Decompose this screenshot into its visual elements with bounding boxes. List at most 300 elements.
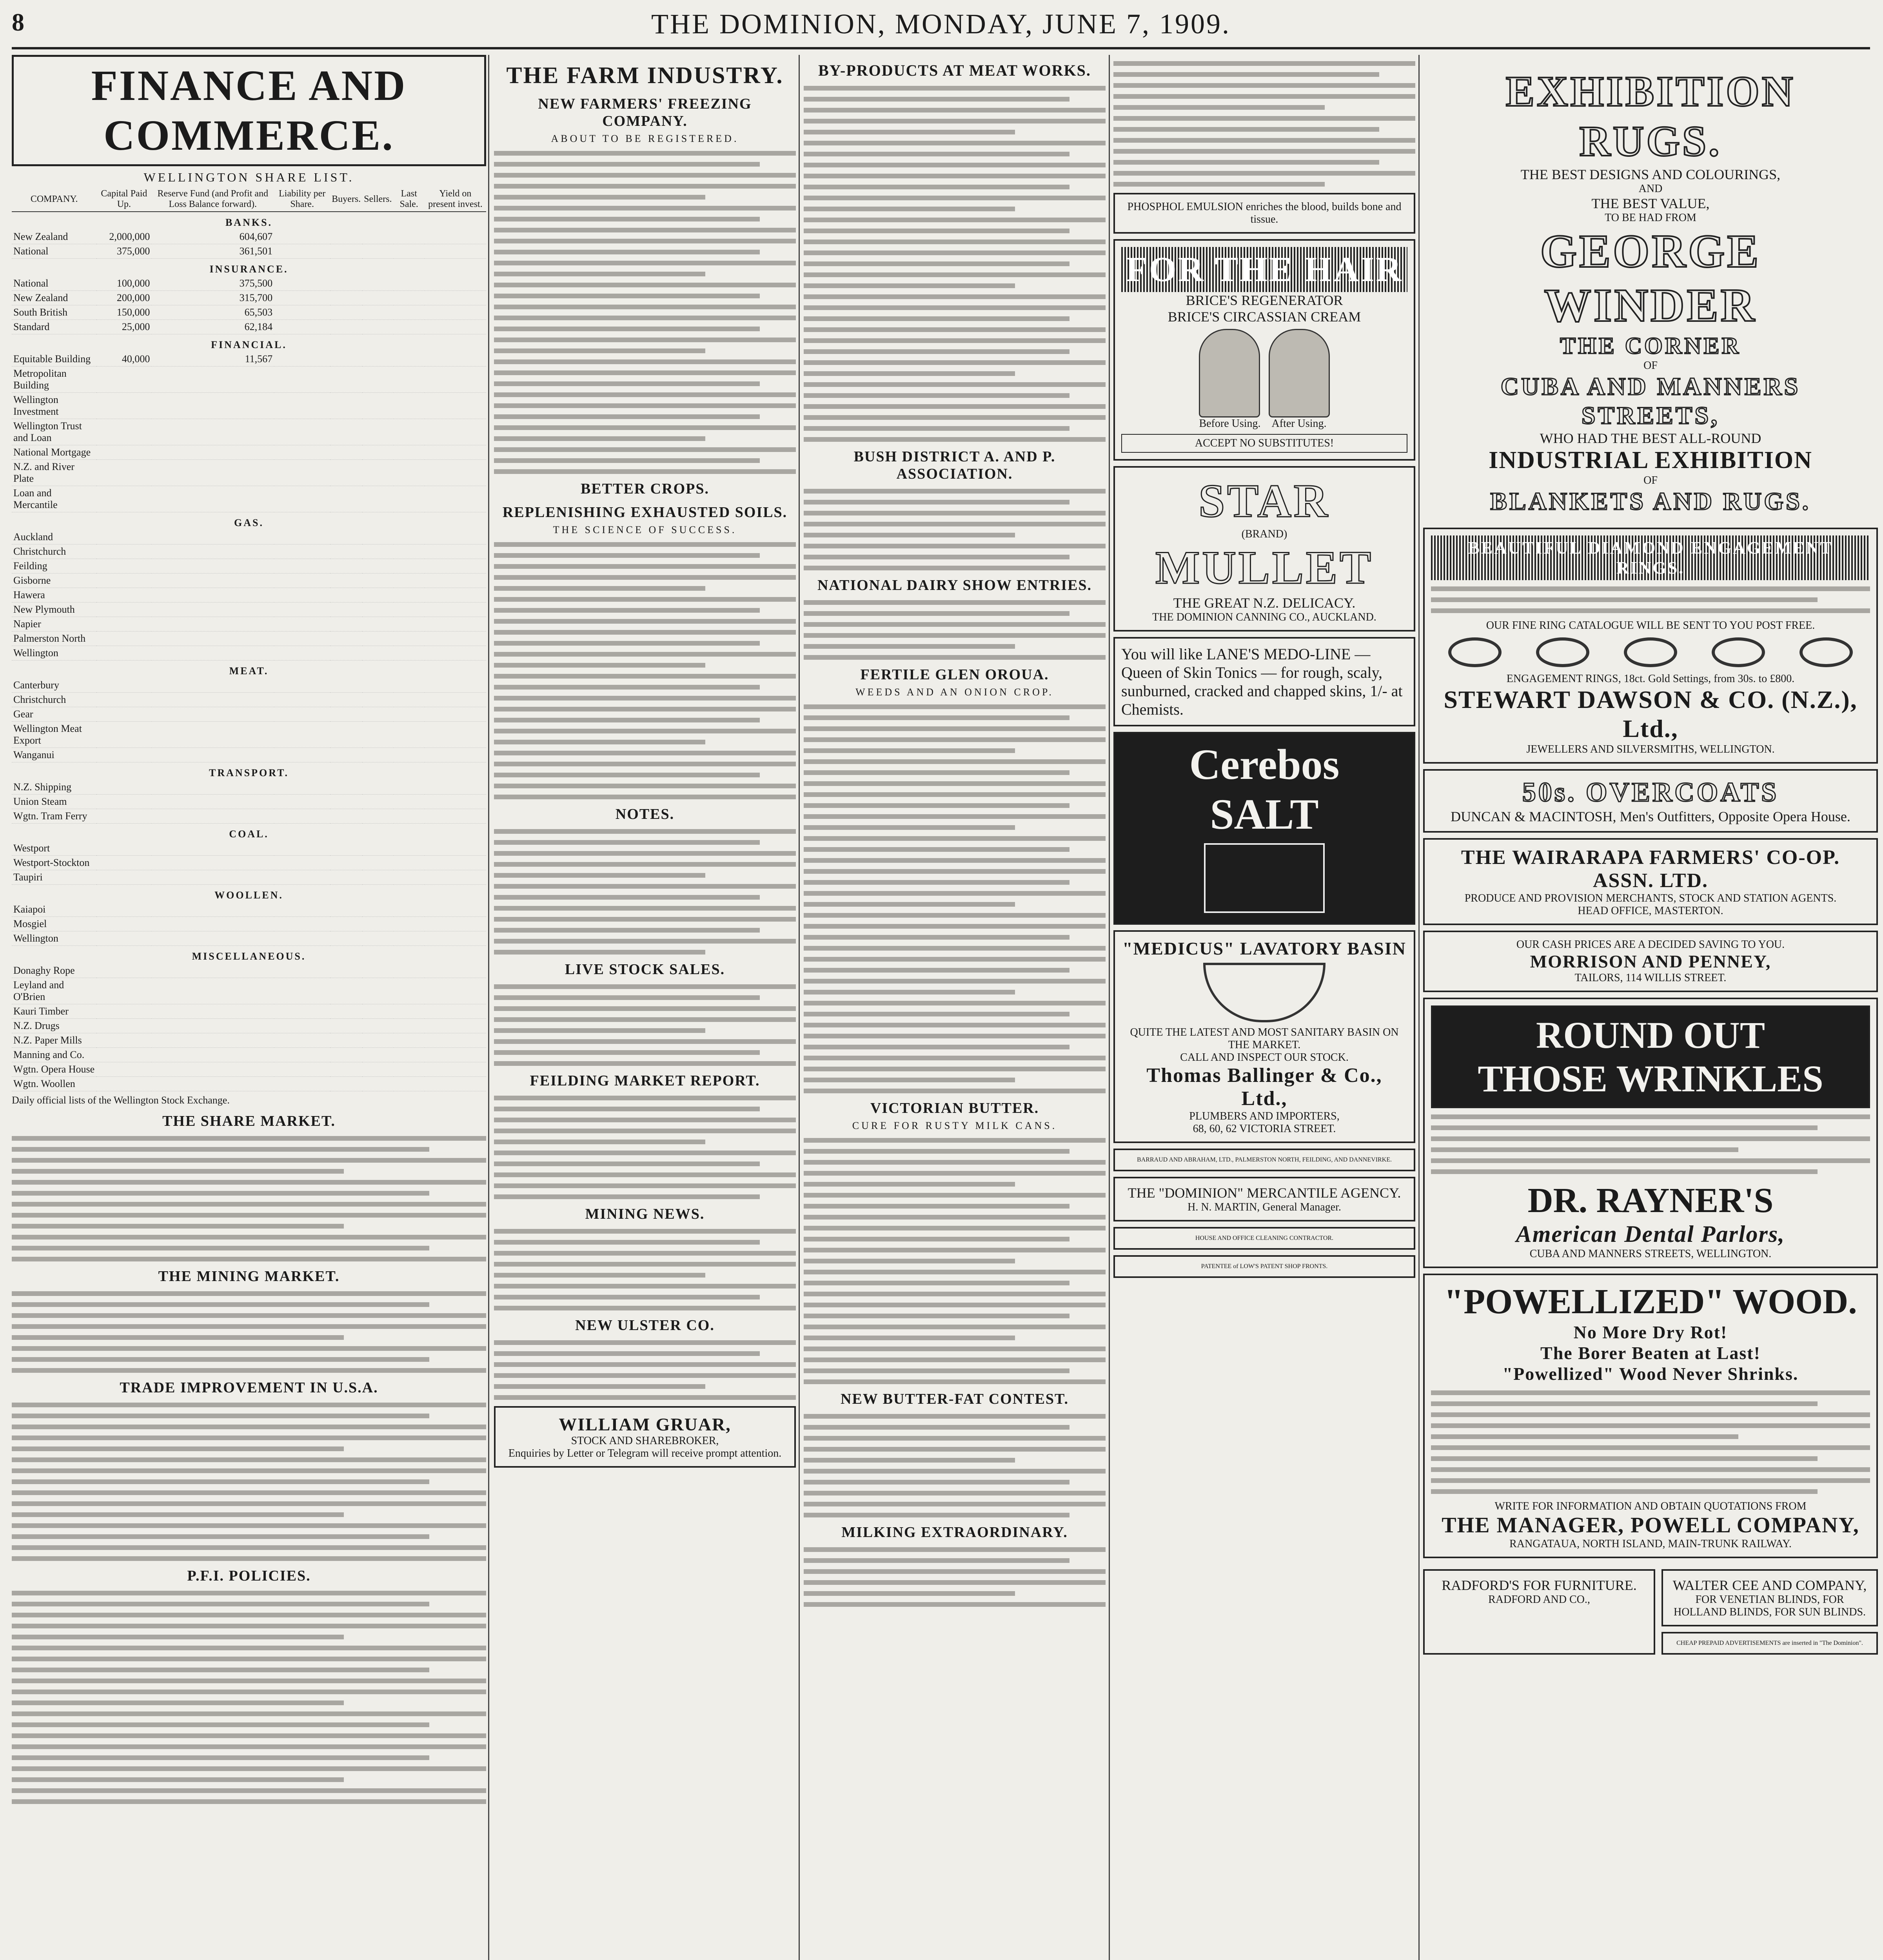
share-category-label: BANKS. xyxy=(225,217,273,228)
share-row xyxy=(12,320,486,334)
share-value xyxy=(96,917,151,931)
share-cell xyxy=(330,964,362,978)
share-cell xyxy=(394,931,425,946)
share-cell xyxy=(330,544,362,559)
share-cell xyxy=(330,917,362,931)
share-row xyxy=(12,486,486,512)
share-cell xyxy=(330,1077,362,1091)
column-divider xyxy=(1109,55,1110,1960)
basin-title: "MEDICUS" LAVATORY BASIN xyxy=(1122,938,1406,958)
share-value xyxy=(151,841,274,856)
rings-body xyxy=(1431,586,1870,613)
share-cell xyxy=(425,320,486,334)
company-name: Canterbury xyxy=(12,678,96,693)
phosphol-notice: PHOSPHOL EMULSION enriches the blood, builds bone and tissue. xyxy=(1113,193,1415,234)
article-body xyxy=(1113,61,1415,187)
share-value xyxy=(151,931,274,946)
share-cell xyxy=(362,841,393,856)
article-body xyxy=(494,542,796,799)
company-name: Napier xyxy=(12,617,96,632)
milk-cans-subhead: CURE FOR RUSTY MILK CANS. xyxy=(852,1120,1057,1131)
article-body xyxy=(12,1403,486,1561)
share-cell xyxy=(330,978,362,1004)
column-divider xyxy=(1418,55,1420,1960)
share-cell xyxy=(274,870,330,885)
company-name: Wellington xyxy=(12,931,96,946)
prepaid-notice: CHEAP PREPAID ADVERTISEMENTS are inserted in "The Dominion". xyxy=(1661,1632,1878,1655)
finance-heading: FINANCE AND COMMERCE. xyxy=(12,55,486,166)
share-category-label: MISCELLANEOUS. xyxy=(192,951,306,962)
share-cell xyxy=(425,1004,486,1019)
share-value xyxy=(96,748,151,762)
share-row xyxy=(12,870,486,885)
share-value xyxy=(96,795,151,809)
ads-column-b xyxy=(1423,55,1878,1960)
share-value xyxy=(96,646,151,661)
share-cell xyxy=(330,320,362,334)
share-value xyxy=(96,460,151,486)
share-category-row xyxy=(12,661,486,679)
powell-address: RANGATAUA, NORTH ISLAND, MAIN-TRUNK RAILWAY. xyxy=(1509,1538,1792,1550)
share-cell xyxy=(362,305,393,320)
share-cell xyxy=(394,305,425,320)
registered-subhead: ABOUT TO BE REGISTERED. xyxy=(551,133,739,144)
share-market-heading: THE SHARE MARKET. xyxy=(162,1113,336,1129)
share-value xyxy=(96,1004,151,1019)
rugs-from: TO BE HAD FROM xyxy=(1605,212,1696,224)
after-figure xyxy=(1269,329,1330,430)
company-name: Metropolitan Building xyxy=(12,367,96,393)
rings-engagement: ENGAGEMENT RINGS, 18ct. Gold Settings, from 30s. to £800. xyxy=(1506,673,1795,685)
medicus-advert xyxy=(1113,930,1415,1143)
share-cell xyxy=(394,693,425,707)
share-cell xyxy=(394,917,425,931)
share-value xyxy=(96,367,151,393)
share-cell xyxy=(425,964,486,978)
share-cell xyxy=(362,1033,393,1048)
share-cell xyxy=(274,530,330,544)
radford-advert xyxy=(1423,1569,1655,1655)
share-cell xyxy=(425,646,486,661)
share-cell xyxy=(394,780,425,795)
rayner-name: DR. RAYNER'S xyxy=(1527,1181,1774,1220)
share-cell xyxy=(362,544,393,559)
share-cell xyxy=(394,486,425,512)
company-name: N.Z. Shipping xyxy=(12,780,96,795)
share-cell xyxy=(330,931,362,946)
share-row xyxy=(12,678,486,693)
share-value xyxy=(151,486,274,512)
company-name: New Zealand xyxy=(12,230,96,244)
share-cell xyxy=(330,795,362,809)
freezing-heading: NEW FARMERS' FREEZING COMPANY. xyxy=(538,96,752,129)
mercantile-manager: H. N. MARTIN, General Manager. xyxy=(1188,1201,1341,1213)
share-cell xyxy=(274,1062,330,1077)
share-value xyxy=(151,460,274,486)
share-value xyxy=(151,978,274,1004)
share-value xyxy=(96,809,151,824)
ballinger-trade: PLUMBERS AND IMPORTERS, xyxy=(1189,1110,1340,1122)
star-brand: STAR xyxy=(1198,475,1330,527)
before-figure xyxy=(1199,329,1260,430)
wrinkles-banner xyxy=(1431,1005,1870,1108)
share-value xyxy=(151,544,274,559)
article-body xyxy=(804,704,1106,1093)
share-cell xyxy=(330,244,362,259)
low-advert: PATENTEE of LOW'S PATENT SHOP FRONTS. xyxy=(1113,1255,1415,1278)
share-cell xyxy=(425,632,486,646)
share-cell xyxy=(425,393,486,419)
share-cell xyxy=(425,617,486,632)
rugs-exhibition: INDUSTRIAL EXHIBITION xyxy=(1489,447,1812,474)
company-name: Kaiapoi xyxy=(12,902,96,917)
salt-shaker-illustration xyxy=(1204,843,1325,913)
cream-name: BRICE'S CIRCASSIAN CREAM xyxy=(1168,309,1361,325)
share-cell xyxy=(362,931,393,946)
share-category-label: COAL. xyxy=(229,828,269,840)
share-cell xyxy=(274,917,330,931)
share-cell xyxy=(274,320,330,334)
share-cell xyxy=(425,931,486,946)
share-value xyxy=(96,1077,151,1091)
share-row xyxy=(12,291,486,305)
share-row xyxy=(12,707,486,722)
share-cell xyxy=(425,352,486,367)
share-cell xyxy=(425,693,486,707)
replenishing-heading: REPLENISHING EXHAUSTED SOILS. xyxy=(502,504,788,521)
walter-sub: FOR VENETIAN BLINDS, FOR HOLLAND BLINDS, FOR SUN BLINDS. xyxy=(1673,1593,1866,1618)
share-cell xyxy=(330,305,362,320)
oroua-heading: FERTILE GLEN OROUA. xyxy=(860,666,1049,683)
finance-column xyxy=(12,55,486,1960)
share-row xyxy=(12,795,486,809)
share-cell xyxy=(362,320,393,334)
right-ads xyxy=(1661,1564,1878,1660)
share-cell xyxy=(394,632,425,646)
company-name: Donaghy Rope xyxy=(12,964,96,978)
rugs-streets: CUBA AND MANNERS STREETS, xyxy=(1500,372,1801,429)
share-row xyxy=(12,1004,486,1019)
share-cell xyxy=(425,978,486,1004)
corner-label: THE CORNER xyxy=(1560,333,1741,359)
share-value xyxy=(151,419,274,445)
share-value xyxy=(96,559,151,573)
company-name: Taupiri xyxy=(12,870,96,885)
powellized-advert xyxy=(1423,1274,1878,1558)
before-after-illustration xyxy=(1121,329,1407,430)
share-cell xyxy=(330,678,362,693)
share-cell xyxy=(274,445,330,460)
share-cell xyxy=(330,856,362,870)
live-stock-heading: LIVE STOCK SALES. xyxy=(565,961,725,978)
share-value xyxy=(151,1033,274,1048)
share-cell xyxy=(362,559,393,573)
powellized-line1: No More Dry Rot! xyxy=(1573,1322,1728,1342)
share-category-row xyxy=(12,946,486,964)
share-row xyxy=(12,393,486,419)
company-name: National xyxy=(12,244,96,259)
share-cell xyxy=(425,544,486,559)
company-name: National xyxy=(12,276,96,291)
share-cell xyxy=(394,291,425,305)
mercantile-title: THE "DOMINION" MERCANTILE AGENCY. xyxy=(1128,1185,1401,1201)
share-cell xyxy=(425,419,486,445)
share-cell xyxy=(394,964,425,978)
share-cell xyxy=(330,445,362,460)
share-value: 375,500 xyxy=(151,276,274,291)
share-cell xyxy=(394,678,425,693)
share-column-header: Buyers. xyxy=(330,187,362,212)
company-name: Equitable Building xyxy=(12,352,96,367)
share-value xyxy=(151,902,274,917)
share-column-header: Last Sale. xyxy=(394,187,425,212)
share-cell xyxy=(274,780,330,795)
share-value: 100,000 xyxy=(96,276,151,291)
share-value xyxy=(96,603,151,617)
article-body xyxy=(804,1138,1106,1384)
share-value xyxy=(96,1062,151,1077)
share-value xyxy=(96,445,151,460)
pfi-heading: P.F.I. POLICIES. xyxy=(187,1568,311,1584)
share-value xyxy=(151,530,274,544)
company-name: Feilding xyxy=(12,559,96,573)
dental-body xyxy=(1431,1114,1870,1174)
company-name: Gear xyxy=(12,707,96,722)
masthead xyxy=(12,4,1870,49)
share-cell xyxy=(330,632,362,646)
share-value: 11,567 xyxy=(151,352,274,367)
basin-cta: CALL AND INSPECT OUR STOCK. xyxy=(1180,1051,1349,1063)
share-category-row xyxy=(12,824,486,842)
share-cell xyxy=(274,795,330,809)
company-name: Westport xyxy=(12,841,96,856)
share-cell xyxy=(425,291,486,305)
share-cell xyxy=(362,1062,393,1077)
share-cell xyxy=(274,856,330,870)
share-value xyxy=(151,964,274,978)
share-cell xyxy=(330,276,362,291)
share-cell xyxy=(362,722,393,748)
share-category-label: INSURANCE. xyxy=(209,263,289,275)
share-cell xyxy=(330,1062,362,1077)
share-value: 65,503 xyxy=(151,305,274,320)
share-cell xyxy=(394,445,425,460)
basin-illustration xyxy=(1203,963,1326,1022)
share-value xyxy=(96,419,151,445)
morrison-line: OUR CASH PRICES ARE A DECIDED SAVING TO YOU. xyxy=(1516,938,1785,951)
share-cell xyxy=(362,573,393,588)
share-row xyxy=(12,632,486,646)
share-value xyxy=(151,617,274,632)
philp-advert: HOUSE AND OFFICE CLEANING CONTRACTOR. xyxy=(1113,1227,1415,1250)
share-value xyxy=(96,573,151,588)
company-name: New Zealand xyxy=(12,291,96,305)
share-cell xyxy=(394,1048,425,1062)
company-name: Kauri Timber xyxy=(12,1004,96,1019)
share-cell xyxy=(362,419,393,445)
share-column-header: COMPANY. xyxy=(12,187,96,212)
share-cell xyxy=(425,588,486,603)
share-cell xyxy=(330,748,362,762)
rugs-items: BLANKETS AND RUGS. xyxy=(1490,487,1811,515)
rings-catalogue: OUR FINE RING CATALOGUE WILL BE SENT TO YOU POST FREE. xyxy=(1486,619,1815,632)
share-table-body xyxy=(12,212,486,1091)
farm-column xyxy=(494,55,796,1960)
share-category-label: WOOLLEN. xyxy=(214,889,283,901)
share-value xyxy=(151,722,274,748)
share-value xyxy=(96,588,151,603)
company-name: Leyland and O'Brien xyxy=(12,978,96,1004)
share-value: 62,184 xyxy=(151,320,274,334)
share-cell xyxy=(330,617,362,632)
share-value xyxy=(151,1019,274,1033)
share-value xyxy=(151,870,274,885)
article-body xyxy=(494,1340,796,1400)
share-cell xyxy=(330,722,362,748)
rugs-who: WHO HAD THE BEST ALL-ROUND xyxy=(1540,430,1761,446)
company-name: Wgtn. Tram Ferry xyxy=(12,809,96,824)
trade-heading: TRADE IMPROVEMENT IN U.S.A. xyxy=(120,1379,378,1396)
share-row xyxy=(12,1033,486,1048)
share-value xyxy=(96,870,151,885)
share-value xyxy=(96,978,151,1004)
share-cell xyxy=(274,291,330,305)
share-value xyxy=(96,1048,151,1062)
share-cell xyxy=(425,1033,486,1048)
share-value: 604,607 xyxy=(151,230,274,244)
share-cell xyxy=(394,460,425,486)
gruar-name: WILLIAM GRUAR, xyxy=(559,1414,731,1434)
share-cell xyxy=(330,588,362,603)
share-cell xyxy=(394,367,425,393)
share-cell xyxy=(394,559,425,573)
share-cell xyxy=(425,856,486,870)
table-footnote: Daily official lists of the Wellington Stock Exchange. xyxy=(12,1094,230,1106)
share-row xyxy=(12,530,486,544)
share-value: 200,000 xyxy=(96,291,151,305)
rugs-and: AND xyxy=(1638,183,1663,195)
winder-rugs-advert xyxy=(1423,60,1878,522)
share-cell xyxy=(330,460,362,486)
share-cell xyxy=(274,305,330,320)
company-name: Wellington Trust and Loan xyxy=(12,419,96,445)
share-row xyxy=(12,573,486,588)
share-cell xyxy=(362,230,393,244)
company-name: Christchurch xyxy=(12,693,96,707)
share-cell xyxy=(425,809,486,824)
newspaper-title: THE DOMINION, MONDAY, JUNE 7, 1909. xyxy=(651,8,1231,40)
share-cell xyxy=(362,1048,393,1062)
share-category-row xyxy=(12,212,486,230)
share-cell xyxy=(274,460,330,486)
share-cell xyxy=(394,603,425,617)
share-cell xyxy=(274,230,330,244)
brand-sub: (BRAND) xyxy=(1241,528,1287,540)
mining-news-heading: MINING NEWS. xyxy=(585,1206,705,1222)
cerebos-advert xyxy=(1113,732,1415,925)
ballinger-address: 68, 60, 62 VICTORIA STREET. xyxy=(1193,1123,1336,1135)
share-value xyxy=(96,678,151,693)
share-row xyxy=(12,445,486,460)
notes-heading: NOTES. xyxy=(615,806,675,822)
share-cell xyxy=(274,707,330,722)
share-cell xyxy=(274,1019,330,1033)
share-value xyxy=(96,856,151,870)
company-name: National Mortgage xyxy=(12,445,96,460)
share-row xyxy=(12,646,486,661)
share-cell xyxy=(362,978,393,1004)
column-divider xyxy=(488,55,489,1960)
share-row xyxy=(12,978,486,1004)
share-value xyxy=(151,632,274,646)
share-cell xyxy=(425,841,486,856)
mullet-tag: THE GREAT N.Z. DELICACY. xyxy=(1173,595,1356,611)
share-cell xyxy=(425,678,486,693)
share-cell xyxy=(362,530,393,544)
share-cell xyxy=(425,559,486,573)
share-value xyxy=(151,1004,274,1019)
share-cell xyxy=(330,780,362,795)
share-cell xyxy=(362,617,393,632)
share-cell xyxy=(425,902,486,917)
overcoats-price: 50s. OVERCOATS xyxy=(1522,777,1779,808)
share-row xyxy=(12,588,486,603)
share-cell xyxy=(394,646,425,661)
share-cell xyxy=(425,1062,486,1077)
share-cell xyxy=(274,1048,330,1062)
share-row xyxy=(12,544,486,559)
share-cell xyxy=(425,870,486,885)
share-cell xyxy=(362,367,393,393)
share-cell xyxy=(394,230,425,244)
share-cell xyxy=(425,573,486,588)
basin-caption: QUITE THE LATEST AND MOST SANITARY BASIN ON THE MARKET. xyxy=(1130,1026,1399,1051)
share-cell xyxy=(274,244,330,259)
share-category-row xyxy=(12,334,486,352)
share-category-label: FINANCIAL. xyxy=(211,339,287,350)
milking-heading: MILKING EXTRAORDINARY. xyxy=(841,1524,1068,1541)
share-row xyxy=(12,841,486,856)
barraud-advert: BARRAUD AND ABRAHAM, LTD., PALMERSTON NORTH, FEILDING, AND DANNEVIRKE. xyxy=(1113,1149,1415,1171)
mercantile-advert xyxy=(1113,1177,1415,1221)
article-body xyxy=(12,1591,486,1804)
share-value xyxy=(151,795,274,809)
share-value xyxy=(151,856,274,870)
morrison-advert xyxy=(1423,931,1878,992)
share-cell xyxy=(362,632,393,646)
share-value: 315,700 xyxy=(151,291,274,305)
share-cell xyxy=(394,276,425,291)
share-cell xyxy=(274,352,330,367)
salt-product: SALT xyxy=(1210,790,1319,838)
share-cell xyxy=(362,693,393,707)
company-name: Wgtn. Woollen xyxy=(12,1077,96,1091)
share-cell xyxy=(330,230,362,244)
company-name: Wgtn. Opera House xyxy=(12,1062,96,1077)
company-name: Mosgiel xyxy=(12,917,96,931)
share-value xyxy=(151,693,274,707)
share-cell xyxy=(274,486,330,512)
share-cell xyxy=(274,964,330,978)
share-cell xyxy=(274,722,330,748)
share-table-header xyxy=(12,187,486,212)
powellized-title: "POWELLIZED" WOOD. xyxy=(1444,1282,1857,1321)
share-cell xyxy=(362,588,393,603)
share-cell xyxy=(394,870,425,885)
share-value xyxy=(96,632,151,646)
science-subhead: THE SCIENCE OF SUCCESS. xyxy=(553,524,737,535)
share-cell xyxy=(394,722,425,748)
